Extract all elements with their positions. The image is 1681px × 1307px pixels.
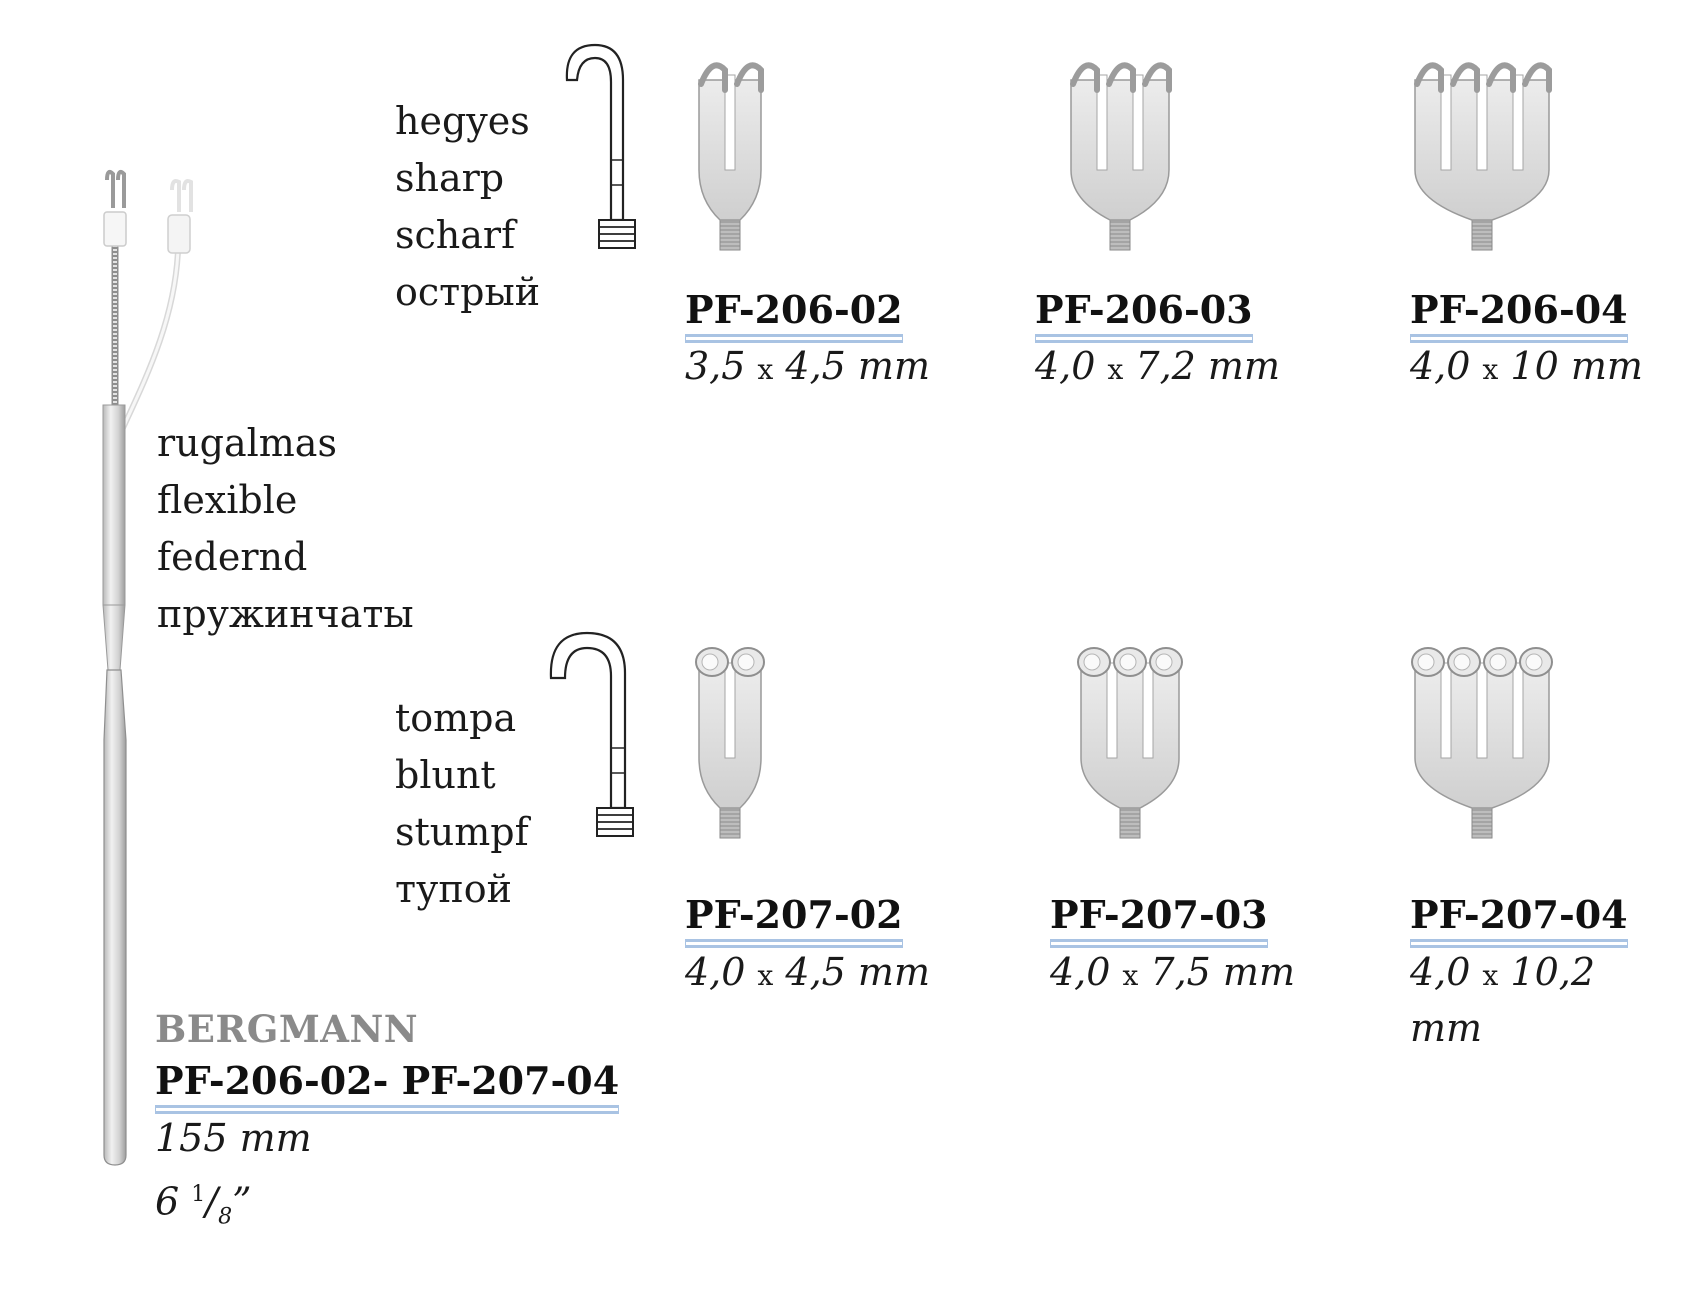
- blunt-labels: [395, 690, 529, 918]
- blunt-tip-2-prong-image: [620, 618, 840, 848]
- product-code-pf-207-03: PF-207-03: [1050, 893, 1268, 942]
- product-code-pf-207-04: PF-207-04: [1410, 893, 1628, 942]
- blunt-label-hu: tompa: [395, 696, 517, 740]
- sharp-label-de: scharf: [395, 213, 516, 257]
- product-dims-pf-206-02: 3,5 x 4,5 mm: [685, 344, 930, 388]
- product-code-pf-207-02: PF-207-02: [685, 893, 903, 942]
- blunt-label-de: stumpf: [395, 810, 529, 854]
- flexible-labels: [157, 415, 414, 643]
- product-code-pf-206-02: PF-206-02: [685, 288, 903, 337]
- blunt-label-ru: тупой: [395, 867, 512, 911]
- instrument-length-inch: 6 $^1/_8$”: [155, 1179, 252, 1230]
- blunt-tip-4-prong-image: [1372, 618, 1592, 848]
- flexible-label-hu: rugalmas: [157, 421, 337, 465]
- product-dims-pf-207-04: 4,0 x 10,2: [1410, 950, 1596, 994]
- sharp-labels: [395, 93, 540, 321]
- flexible-label-en: flexible: [157, 478, 298, 522]
- product-dims-pf-207-03: 4,0 x 7,5 mm: [1050, 950, 1295, 994]
- product-dims-pf-206-03: 4,0 x 7,2 mm: [1035, 344, 1280, 388]
- flexible-label-ru: пружинчаты: [157, 592, 414, 636]
- blunt-tip-3-prong-image: [1020, 618, 1240, 848]
- sharp-tip-4-prong-image: [1372, 30, 1592, 260]
- product-dims-pf-207-02: 4,0 x 4,5 mm: [685, 950, 930, 994]
- blunt-label-en: blunt: [395, 753, 496, 797]
- product-dims-pf-207-04-unit: mm: [1410, 1006, 1483, 1050]
- sharp-tip-3-prong-image: [1010, 30, 1230, 260]
- product-code-pf-206-04: PF-206-04: [1410, 288, 1628, 337]
- product-dims-pf-206-04: 4,0 x 10 mm: [1410, 344, 1643, 388]
- sharp-label-ru: острый: [395, 270, 541, 314]
- instrument-length-mm: 155 mm: [155, 1116, 312, 1160]
- sharp-label-en: sharp: [395, 156, 505, 200]
- product-code-pf-206-03: PF-206-03: [1035, 288, 1253, 337]
- flexible-label-de: federnd: [157, 535, 308, 579]
- sharp-label-hu: hegyes: [395, 99, 530, 143]
- sharp-tip-2-prong-image: [620, 30, 840, 260]
- product-range: PF-206-02- PF-207-04: [155, 1059, 619, 1108]
- brand-name: BERGMANN: [155, 1007, 419, 1051]
